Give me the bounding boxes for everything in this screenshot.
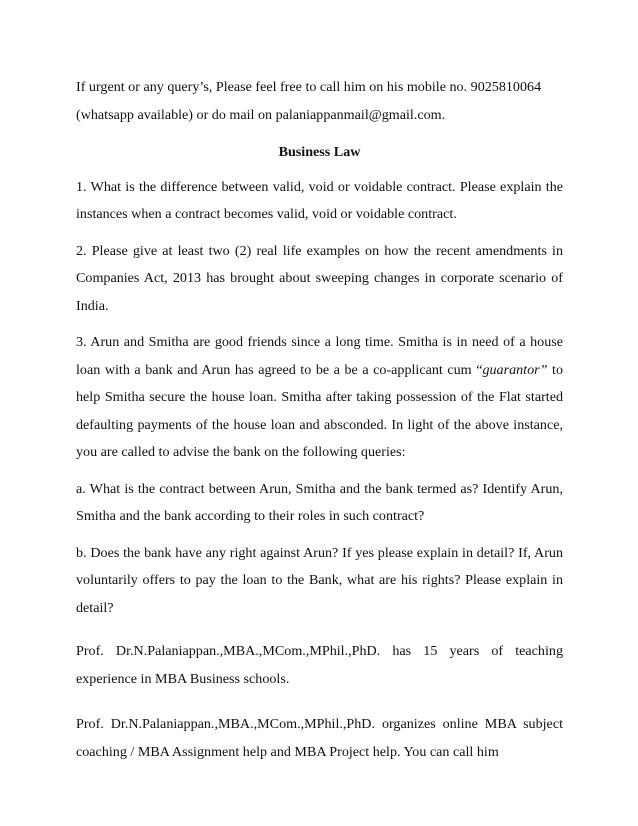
profile-paragraph-2: Prof. Dr.N.Palaniappan.,MBA.,MCom.,MPhil.,PhD. organizes online MBA subject coaching / MBA Assignment help and MBA Project help. You can call him [76, 716, 563, 760]
question-3a: a. What is the contract between Arun, Smitha and the bank termed as? Identify Arun, Smitha and the bank according to their roles in such contract? [76, 480, 563, 524]
question-3b: b. Does the bank have any right against Arun? If yes please explain in detail? If, Arun voluntarily offers to pay the loan to the Bank, what are his rights? Please explain in detail? [76, 544, 563, 616]
question-2: 2. Please give at least two (2) real life examples on how the recent amendments in Companies Act, 2013 has brought about sweeping changes in corporate scenario of India. [76, 242, 563, 314]
intro-email-line: (whatsapp available) or do mail on palaniappanmail@gmail.com. [76, 106, 446, 123]
question-3-text-end: to help Smitha secure the house loan. Smitha after taking possession of the Flat started defaulting payments of the house loan and absconded. In light of the above instance, you are called to advise the bank on the following queries: [76, 361, 563, 460]
question-3-italic-term: guarantor” [482, 361, 548, 378]
profile-paragraph-1: Prof. Dr.N.Palaniappan.,MBA.,MCom.,MPhil.,PhD. has 15 years of teaching experience in MBA Business schools. [76, 643, 563, 687]
question-3 [76, 329, 563, 467]
document-page [76, 74, 563, 766]
section-title: Business Law [278, 144, 361, 160]
question-1: 1. What is the difference between valid, void or voidable contract. Please explain the instances when a contract becomes valid, void or voidable contract. [76, 178, 563, 222]
intro-paragraph [76, 74, 563, 129]
intro-phone-line: If urgent or any query’s, Please feel free to call him on his mobile no. 9025810064 [76, 79, 542, 95]
question-3-text-start: 3. Arun and Smitha are good friends since a long time. Smitha is in need of a house loan with a bank and Arun has agreed to be a be a co-applicant cum “ [76, 334, 563, 378]
